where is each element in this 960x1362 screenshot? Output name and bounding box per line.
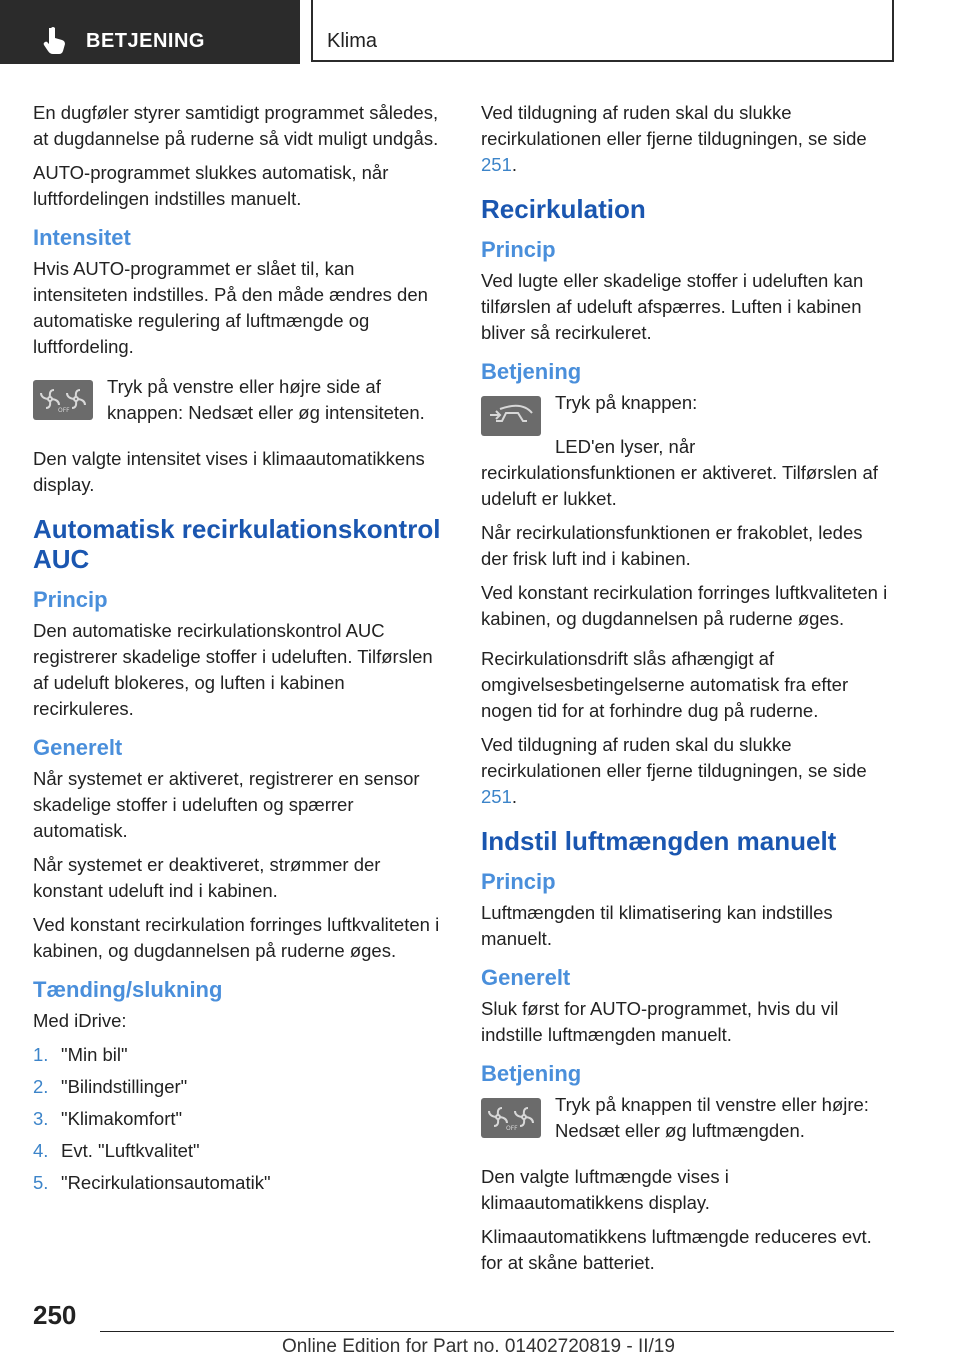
paragraph: Den valgte intensitet vises i klimaautomatikkens display. [33,448,425,495]
paragraph: AUTO-programmet slukkes automatisk, når luftfordelingen indstilles manuelt. [33,162,389,209]
hand-pointer-icon [42,26,68,54]
step-text: "Bilindstillinger" [61,1076,188,1097]
list-item [33,1170,445,1196]
step-text: Evt. "Luftkvalitet" [61,1140,200,1161]
step-number: 5. [33,1172,49,1193]
step-number: 2. [33,1076,49,1097]
fan-icon [38,386,88,414]
recirc-button-row [481,390,893,436]
left-column [33,100,445,1202]
paragraph: Ved lugte eller skadelige stoffer i udeluften kan tilførslen af udeluft afspærres. Luften i kabinen bliver så recirkuleret. [481,270,864,343]
paragraph: Når recirkulationsfunktionen er frakoblet, ledes der frisk luft ind i kabinen. [481,522,863,569]
heading-betjening: Betjening [481,359,582,384]
list-item [33,1106,445,1132]
chapter-title: Klima [327,30,378,52]
paragraph: LED'en lyser, når recirkulationsfunktionen er aktiveret. Tilførslen af udeluft er lukket. [481,436,878,509]
paragraph: Ved konstant recirkulation forringes luftkvaliteten i kabinen, og dugdannelsen på ruderne øges. [481,582,888,629]
paragraph-end: . [511,786,518,807]
fan-button-row [33,374,445,434]
fan-off-button-icon [481,1098,541,1138]
paragraph: Den automatiske recirkulationskontrol AUC registrerer skadelige stoffer i udeluften. Tilførslen af udeluft blokeres, og luften i kabinen recirkuleres. [33,620,433,719]
svg-text:OFF: OFF [58,407,70,414]
heading-princip: Princip [481,869,556,894]
fan-button-row [481,1092,893,1152]
car-recirculation-icon [486,403,536,429]
footer-divider [100,1331,894,1332]
paragraph: Tryk på venstre eller højre side af knappen: Nedsæt eller øg intensiteten. [107,376,425,423]
list-item [33,1138,445,1164]
paragraph-text: Ved tildugning af ruden skal du slukke recirkulationen eller fjerne tildugningen, se side [481,102,867,149]
paragraph: En dugføler styrer samtidigt programmet således, at dugdannelse på ruderne så vidt muligt undgås. [33,102,439,149]
paragraph: Når systemet er aktiveret, registrerer en sensor skadelige stoffer i udeluften og spærrer automatisk. [33,768,420,841]
paragraph: Luftmængden til klimatisering kan indstilles manuelt. [481,902,833,949]
paragraph: Når systemet er deaktiveret, strømmer der konstant udeluft ind i kabinen. [33,854,381,901]
step-number: 3. [33,1108,49,1129]
paragraph: Med iDrive: [33,1010,127,1031]
list-item [33,1042,445,1068]
step-number: 1. [33,1044,49,1065]
heading-auc: Automatisk recirkulationskontrol AUC [33,514,441,574]
fan-icon [486,1104,536,1132]
heading-generelt: Generelt [481,965,571,990]
paragraph [481,100,893,178]
paragraph-end: . [511,154,518,175]
heading-recirkulation: Recirkulation [481,194,646,224]
paragraph: Tryk på knappen: [555,392,698,413]
step-text: "Min bil" [61,1044,128,1065]
chapter-tab [311,0,894,62]
paragraph: Den valgte luftmængde vises i klimaautomatikkens display. [481,1166,729,1213]
fan-off-button-icon [33,380,93,420]
heading-princip: Princip [33,587,108,612]
step-number: 4. [33,1140,49,1161]
step-text: "Recirkulationsautomatik" [61,1172,271,1193]
page-link[interactable]: 251 [481,786,512,807]
page-link[interactable]: 251 [481,154,512,175]
paragraph: Tryk på knappen til venstre eller højre: Nedsæt eller øg luftmængden. [555,1094,869,1141]
right-column [481,100,893,1284]
paragraph: Hvis AUTO-programmet er slået til, kan intensiteten indstilles. På den måde ændres den automatiske regulering af luftmængde og luftfordeling. [33,258,428,357]
heading-princip: Princip [481,237,556,262]
heading-indstil: Indstil luftmængden manuelt [481,826,837,856]
edition-text: Online Edition for Part no. 01402720819 - II/19 [282,1336,675,1357]
section-title: BETJENING [86,30,205,52]
paragraph: Ved konstant recirkulation forringes luftkvaliteten i kabinen, og dugdannelsen på ruderne øges. [33,914,440,961]
svg-text:OFF: OFF [506,1125,518,1132]
page-number: 250 [33,1300,77,1330]
section-tab [0,0,300,64]
paragraph: Recirkulationsdrift slås afhængigt af omgivelsesbetingelserne automatisk fra efter nogen tid for at forhindre dug på ruderne. [481,648,849,721]
paragraph: Sluk først for AUTO-programmet, hvis du vil indstille luftmængden manuelt. [481,998,839,1045]
heading-betjening: Betjening [481,1061,582,1086]
recirculation-button-icon [481,396,541,436]
step-text: "Klimakomfort" [61,1108,183,1129]
paragraph-text: Ved tildugning af ruden skal du slukke recirkulationen eller fjerne tildugningen, se side [481,734,867,781]
paragraph [481,732,893,810]
paragraph: Klimaautomatikkens luftmængde reduceres evt. for at skåne batteriet. [481,1226,872,1273]
heading-generelt: Generelt [33,735,123,760]
list-item [33,1074,445,1100]
heading-taending: Tænding/slukning [33,977,223,1002]
steps-list [33,1042,445,1196]
heading-intensitet: Intensitet [33,225,131,250]
